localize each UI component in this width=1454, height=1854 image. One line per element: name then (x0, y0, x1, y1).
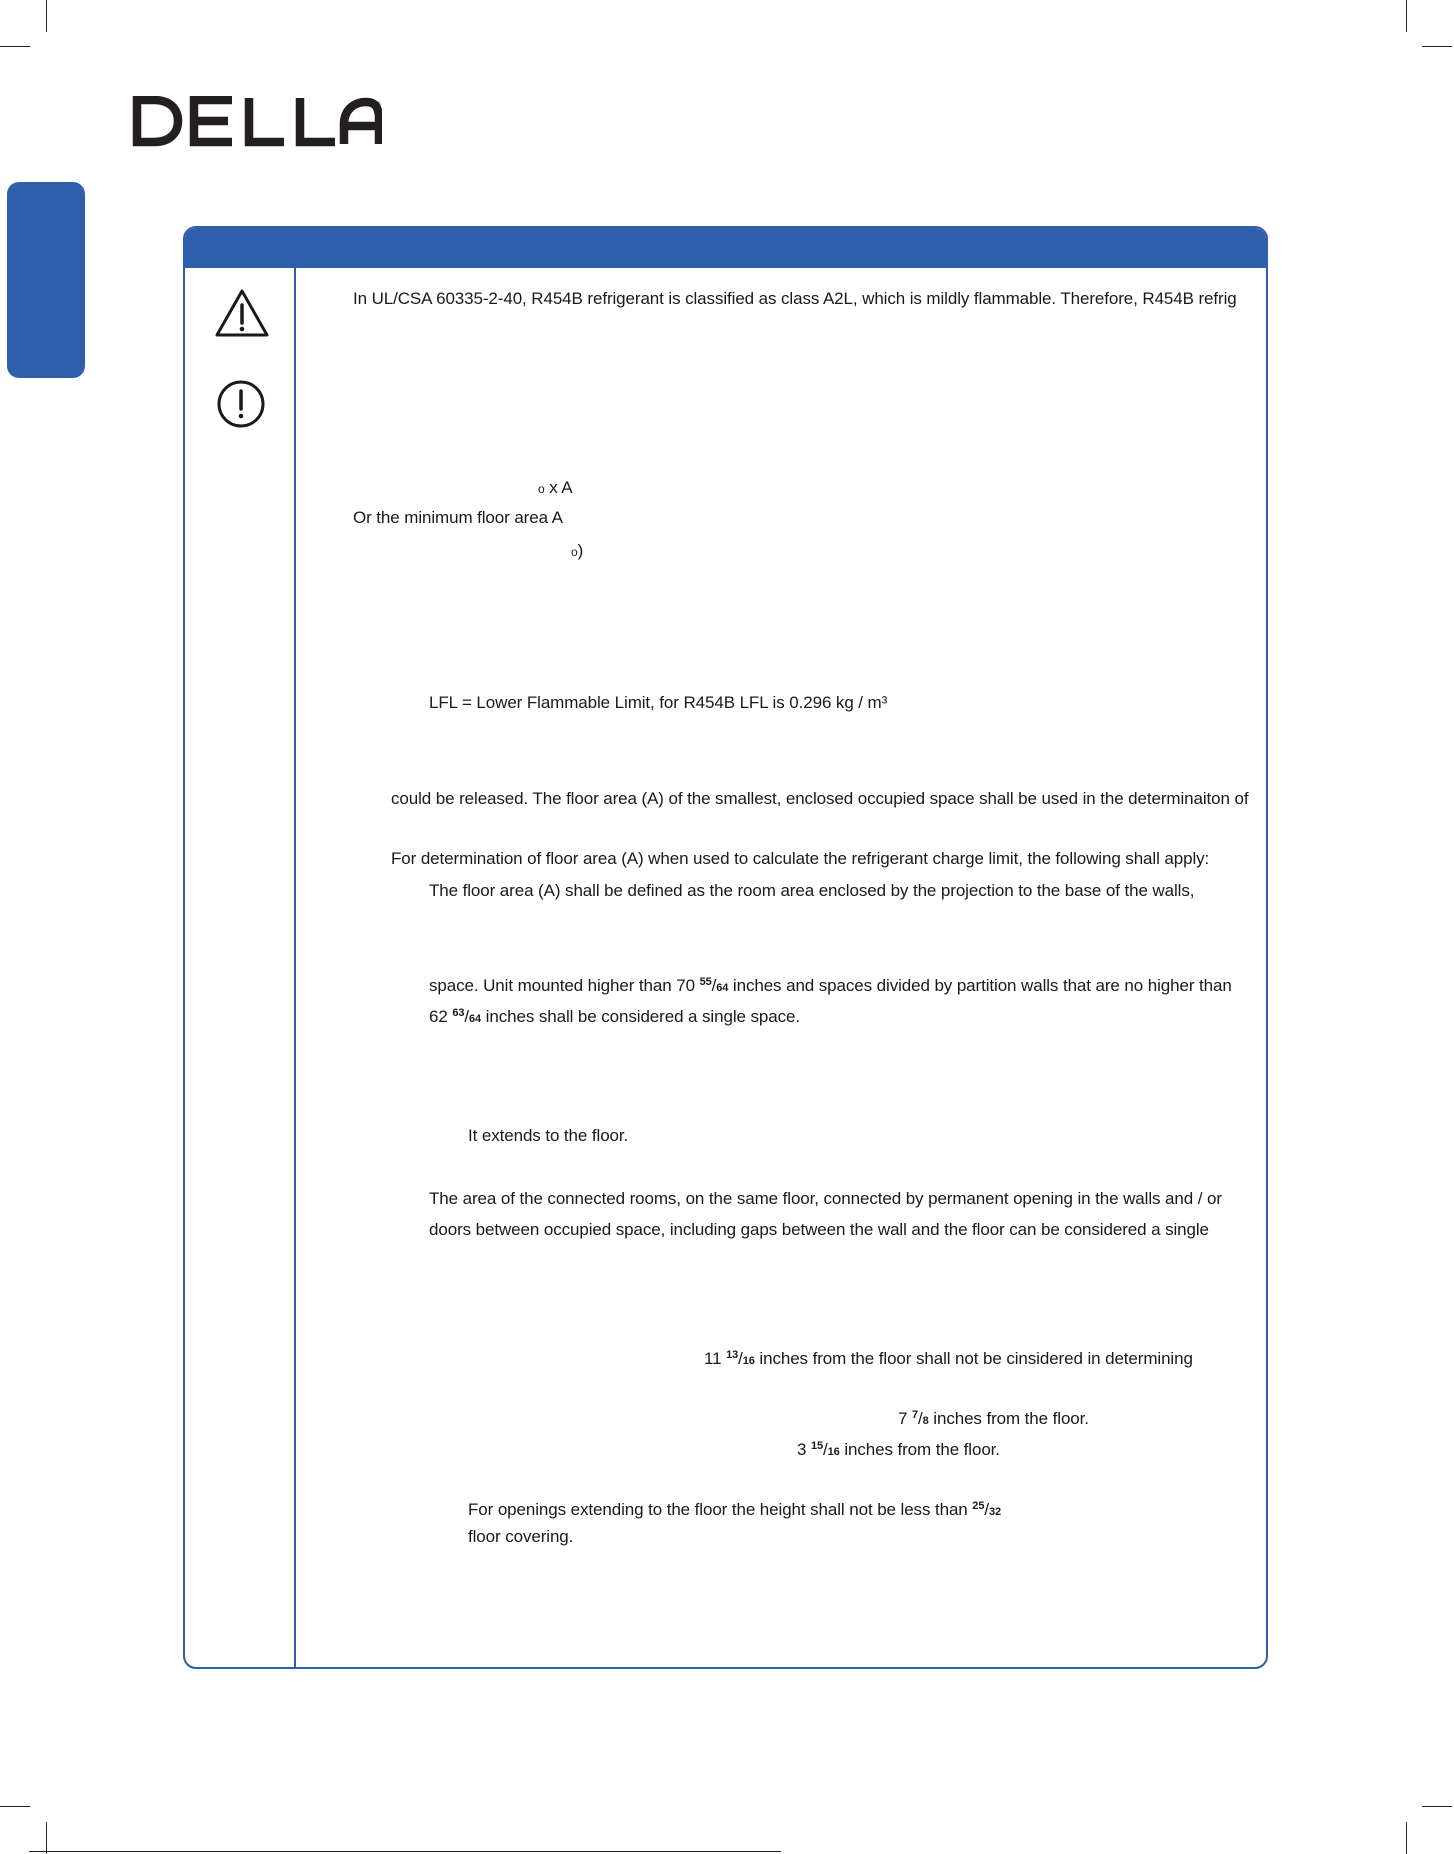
intro-text: In UL/CSA 60335-2-40, R454B refrigerant is classified as class A2L, which is mildly flammable. Therefore, R454B refrig (353, 289, 1237, 308)
crop-mark (1406, 1822, 1407, 1854)
bottom-rule (29, 1851, 781, 1852)
connected-rooms-text: The area of the connected rooms, on the same floor, connected by permanent opening in the walls and / or (429, 1189, 1222, 1208)
determination-heading: For determination of floor area (A) when used to calculate the refrigerant charge limit, the following shall apply: (391, 849, 1210, 868)
from-floor-text: 7 $^7$/8 inches from the floor. (898, 1409, 1089, 1428)
unit-mounted-text: space. Unit mounted higher than 70 $^{55}$/64 inches and spaces divided by partition walls that are no higher than (429, 976, 1232, 995)
crop-mark (1422, 1806, 1452, 1807)
floor-covering-text: floor covering. (468, 1527, 574, 1546)
crop-mark (46, 1822, 47, 1854)
section-tab (7, 182, 85, 378)
crop-mark (1422, 46, 1452, 47)
single-space-text: 62 $^{63}$/64 inches shall be considered a single space. (429, 1007, 800, 1026)
from-floor-text: 11 $^{13}$/16 inches from the floor shall not be cinsidered in determining (704, 1349, 1193, 1368)
crop-mark (0, 1806, 30, 1807)
svg-text:®: ® (374, 100, 381, 110)
from-floor-text: 3 $^{15}$/16 inches from the floor. (797, 1440, 1000, 1459)
panel-column-divider (294, 268, 296, 1667)
lfl-definition: LFL = Lower Flammable Limit, for R454B LFL is 0.296 kg / m³ (429, 693, 888, 712)
warning-triangle-icon (214, 287, 270, 339)
crop-mark (1406, 0, 1407, 32)
connected-rooms-text: doors between occupied space, including gaps between the wall and the floor can be considered a single (429, 1220, 1209, 1239)
crop-mark (46, 0, 47, 32)
extends-text: It extends to the floor. (468, 1126, 629, 1145)
released-text: could be released. The floor area (A) of the smallest, enclosed occupied space shall be used in the determinaiton of (391, 789, 1249, 808)
min-floor-area-text: Or the minimum floor area A (353, 508, 563, 527)
floor-area-definition: The floor area (A) shall be defined as the room area enclosed by the projection to the base of the walls, (429, 881, 1195, 900)
openings-text: For openings extending to the floor the height shall not be less than $^{25}$/32 (468, 1500, 1002, 1519)
exclamation-circle-icon (215, 378, 267, 430)
notice-panel (183, 226, 1268, 1669)
panel-header-bar (185, 228, 1266, 268)
formula-fragment: o x A (538, 478, 573, 497)
crop-mark (0, 46, 30, 47)
formula-fragment: o) (571, 541, 584, 560)
della-logo (132, 96, 382, 148)
